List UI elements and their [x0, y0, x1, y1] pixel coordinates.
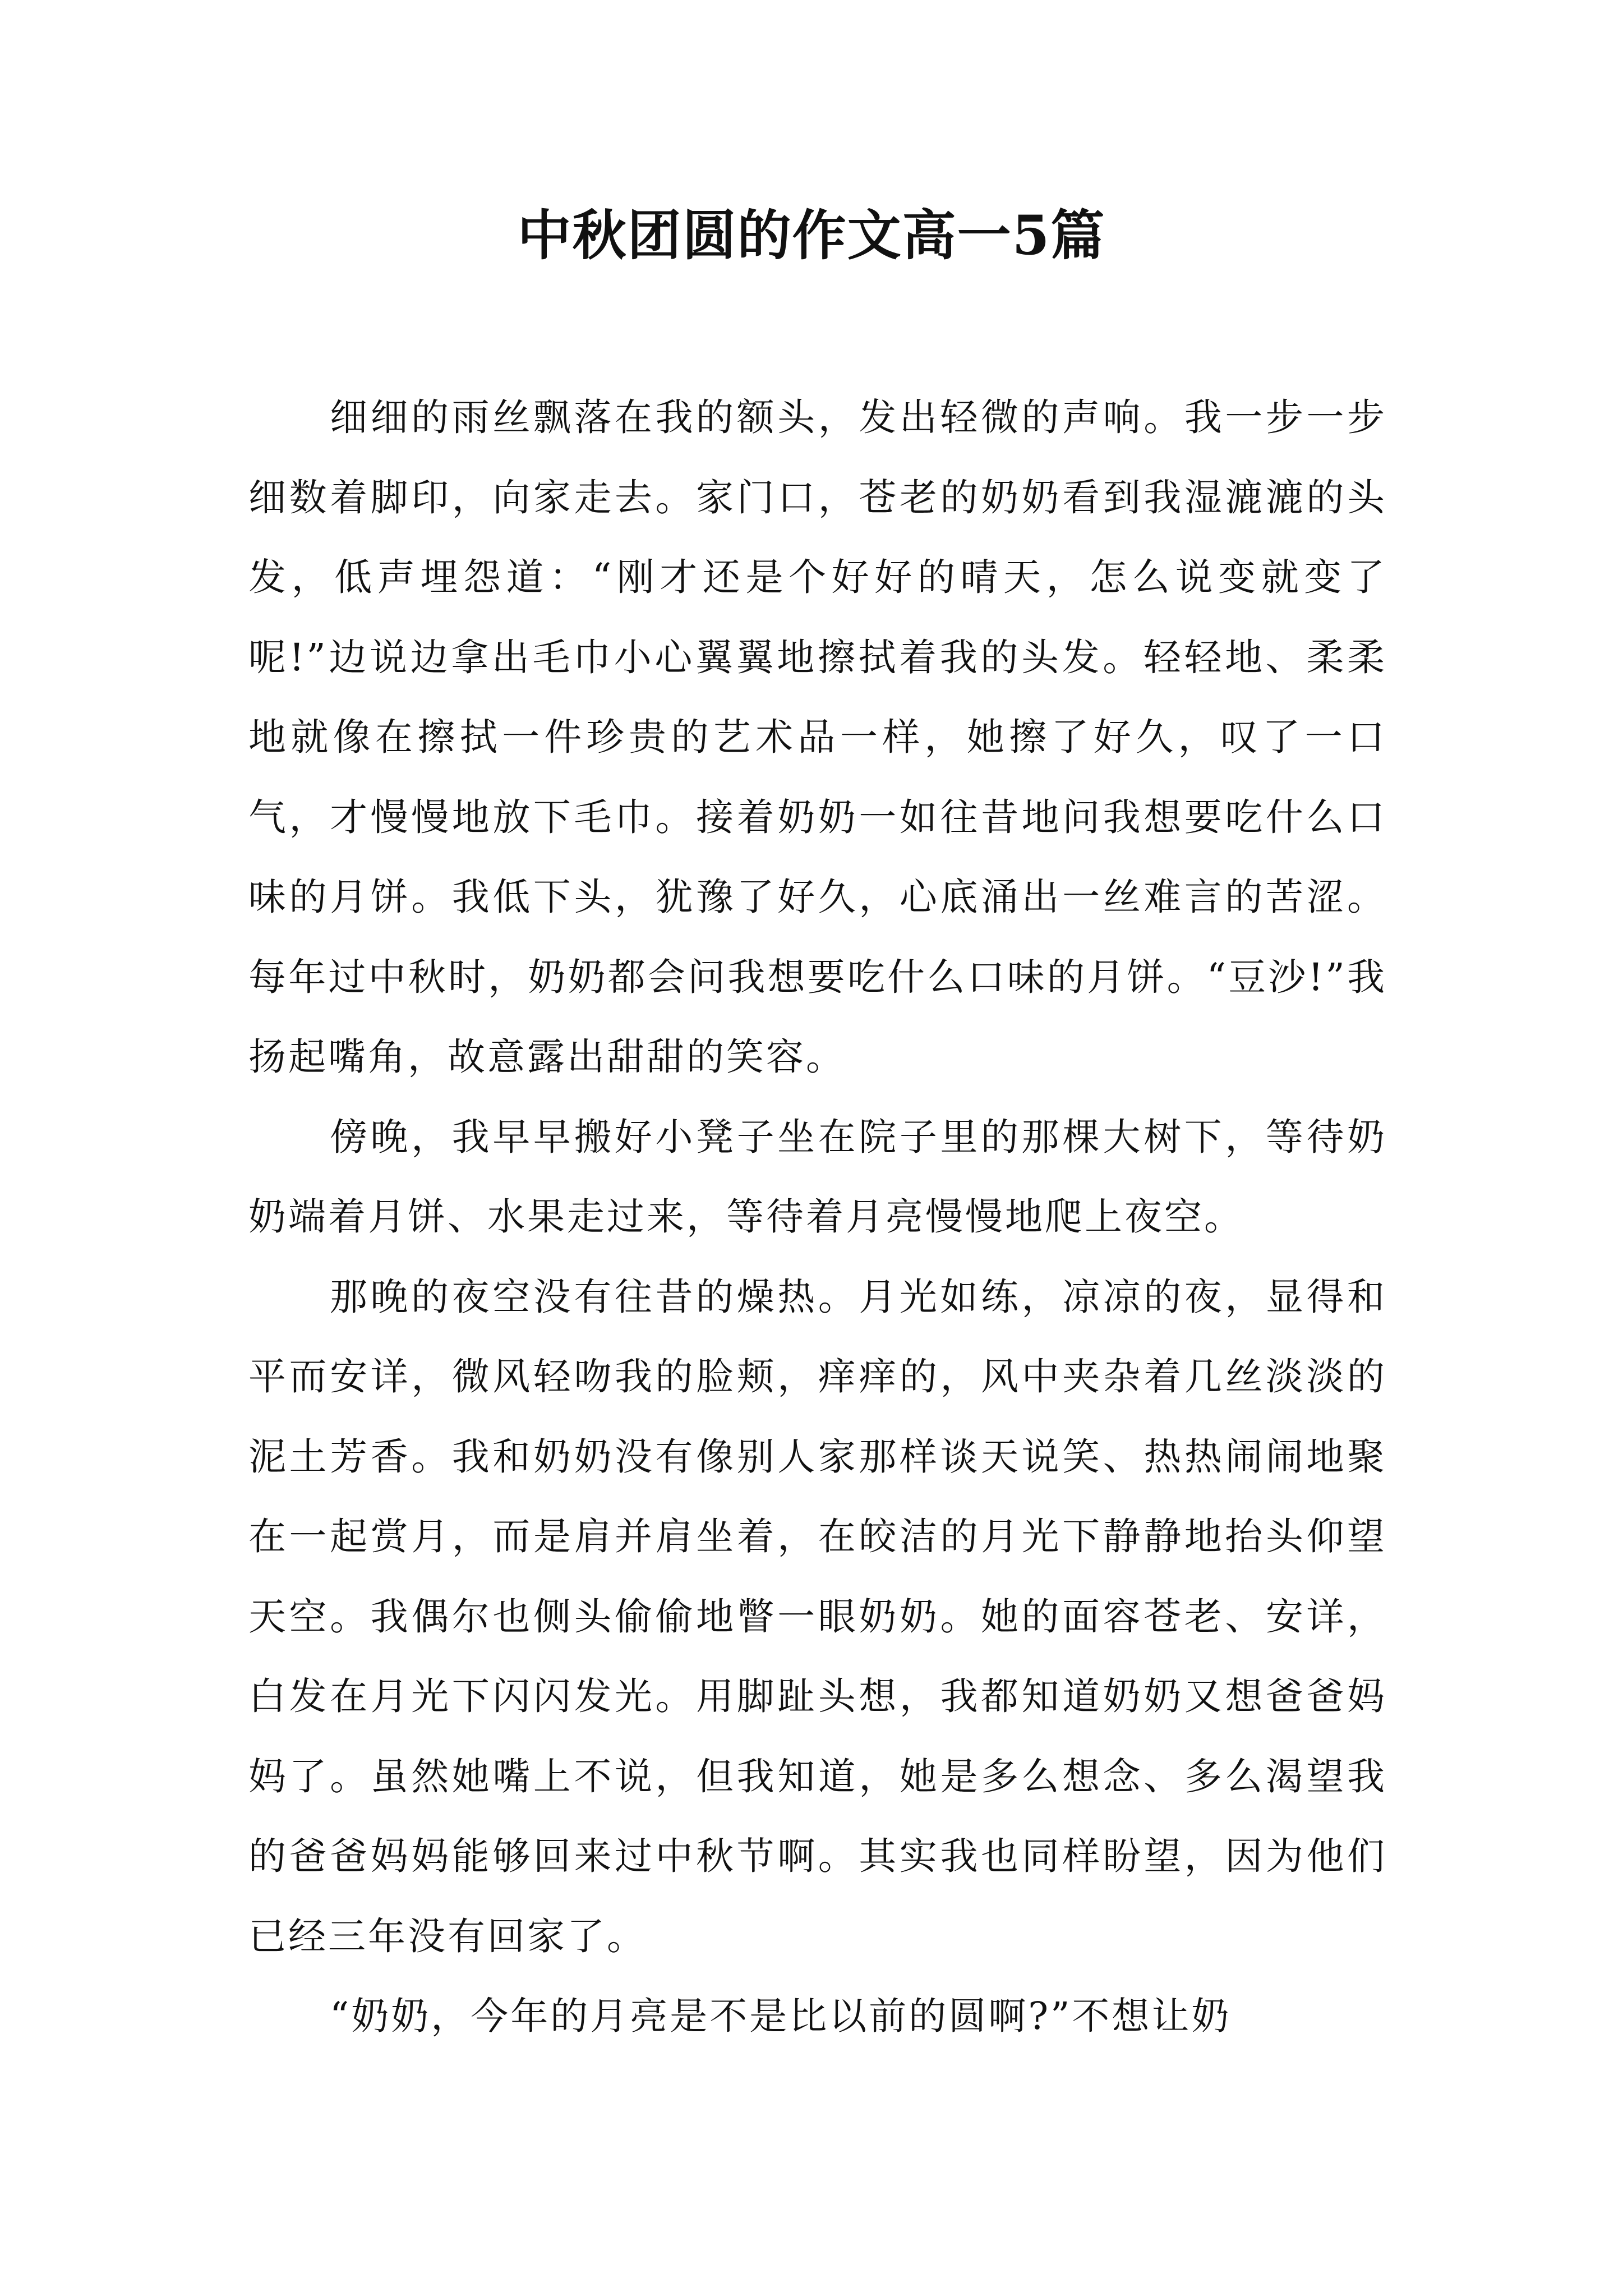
paragraph-3: 那晚的夜空没有往昔的燥热。月光如练，凉凉的夜，显得和平而安详，微风轻吻我的脸颊，痒痒的，风中夹杂着几丝淡淡的泥土芳香。我和奶奶没有像别人家那样谈天说笑、热热闹闹地聚在一起赏月，而是肩并肩坐着，在皎洁的月光下静静地抬头仰望天空。我偶尔也侧头偷偷地瞥一眼奶奶。她的面容苍老、安详，白发在月光下闪闪发光。用脚趾头想，我都知道奶奶又想爸爸妈妈了。虽然她嘴上不说，但我知道，她是多么想念、多么渴望我的爸爸妈妈能够回来过中秋节啊。其实我也同样盼望，因为他们已经三年没有回家了。	[248, 1274, 1387, 1958]
page-title: 中秋团圆的作文高一5篇	[517, 204, 1106, 267]
essay-body	[248, 378, 1387, 2056]
paragraph-2: 傍晚，我早早搬好小凳子坐在院子里的那棵大树下，等待奶奶端着月饼、水果走过来，等待着月亮慢慢地爬上夜空。	[248, 1115, 1387, 1239]
paragraph-4: “奶奶，今年的月亮是不是比以前的圆啊?”不想让奶	[330, 1994, 1232, 2038]
paragraph-1: 细细的雨丝飘落在我的额头，发出轻微的声响。我一步一步细数着脚印，向家走去。家门口，苍老的奶奶看到我湿漉漉的头发，低声埋怨道：“刚才还是个好好的晴天，怎么说变就变了呢!”边说边拿出毛巾小心翼翼地擦拭着我的头发。轻轻地、柔柔地就像在擦拭一件珍贵的艺术品一样，她擦了好久，叹了一口气，才慢慢地放下毛巾。接着奶奶一如往昔地问我想要吃什么口味的月饼。我低下头，犹豫了好久，心底涌出一丝难言的苦涩。每年过中秋时，奶奶都会问我想要吃什么口味的月饼。“豆沙!”我扬起嘴角，故意露出甜甜的笑容。	[248, 395, 1387, 1079]
